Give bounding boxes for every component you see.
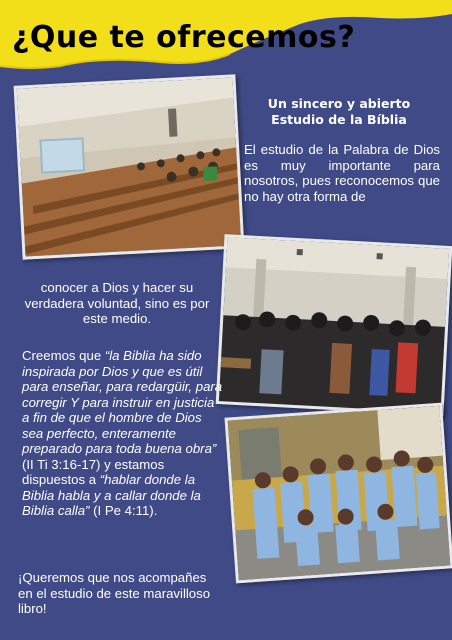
page-title: ¿Que te ofrecemos? (12, 20, 356, 55)
church-bible-study-photo (14, 74, 245, 259)
subtitle-line-1: Un sincero y abierto (267, 96, 411, 111)
scripture-quote-2: “hablar donde la Biblia habla y a callar donde la Biblia calla” (22, 472, 201, 518)
belief-paragraph (22, 348, 224, 519)
section-subtitle (246, 96, 432, 128)
belief-text-c: (I Pe 4:11). (89, 503, 158, 518)
belief-text-b: (II Ti 3:16-17) y estamos dispuestos a (22, 456, 165, 487)
congregation-gathering-photo (216, 234, 452, 416)
group-portrait-photo (224, 403, 452, 584)
title-band (0, 0, 452, 70)
belief-text-a: Creemos que (22, 348, 105, 363)
intro-paragraph: El estudio de la Palabra de Dios es muy importante para nosotros, pues reconocemos que no hay otra forma de (244, 142, 440, 204)
subtitle-line-2: Estudio de la Bíblia (271, 112, 407, 127)
invitation-paragraph: ¡Queremos que nos acompañes en el estudio de este maravilloso libro! (18, 570, 211, 616)
continuation-paragraph: conocer a Dios y hacer su verdadera voluntad, sino es por este medio. (24, 280, 210, 326)
scripture-quote-1: “la Biblia ha sido inspirada por Dios y que es útil para enseñar, para redargüir, para corregir Y para instruir en justicia a fin de que el hombre de Dios sea perfecto, enteramente preparado para toda buena obra” (22, 348, 223, 456)
